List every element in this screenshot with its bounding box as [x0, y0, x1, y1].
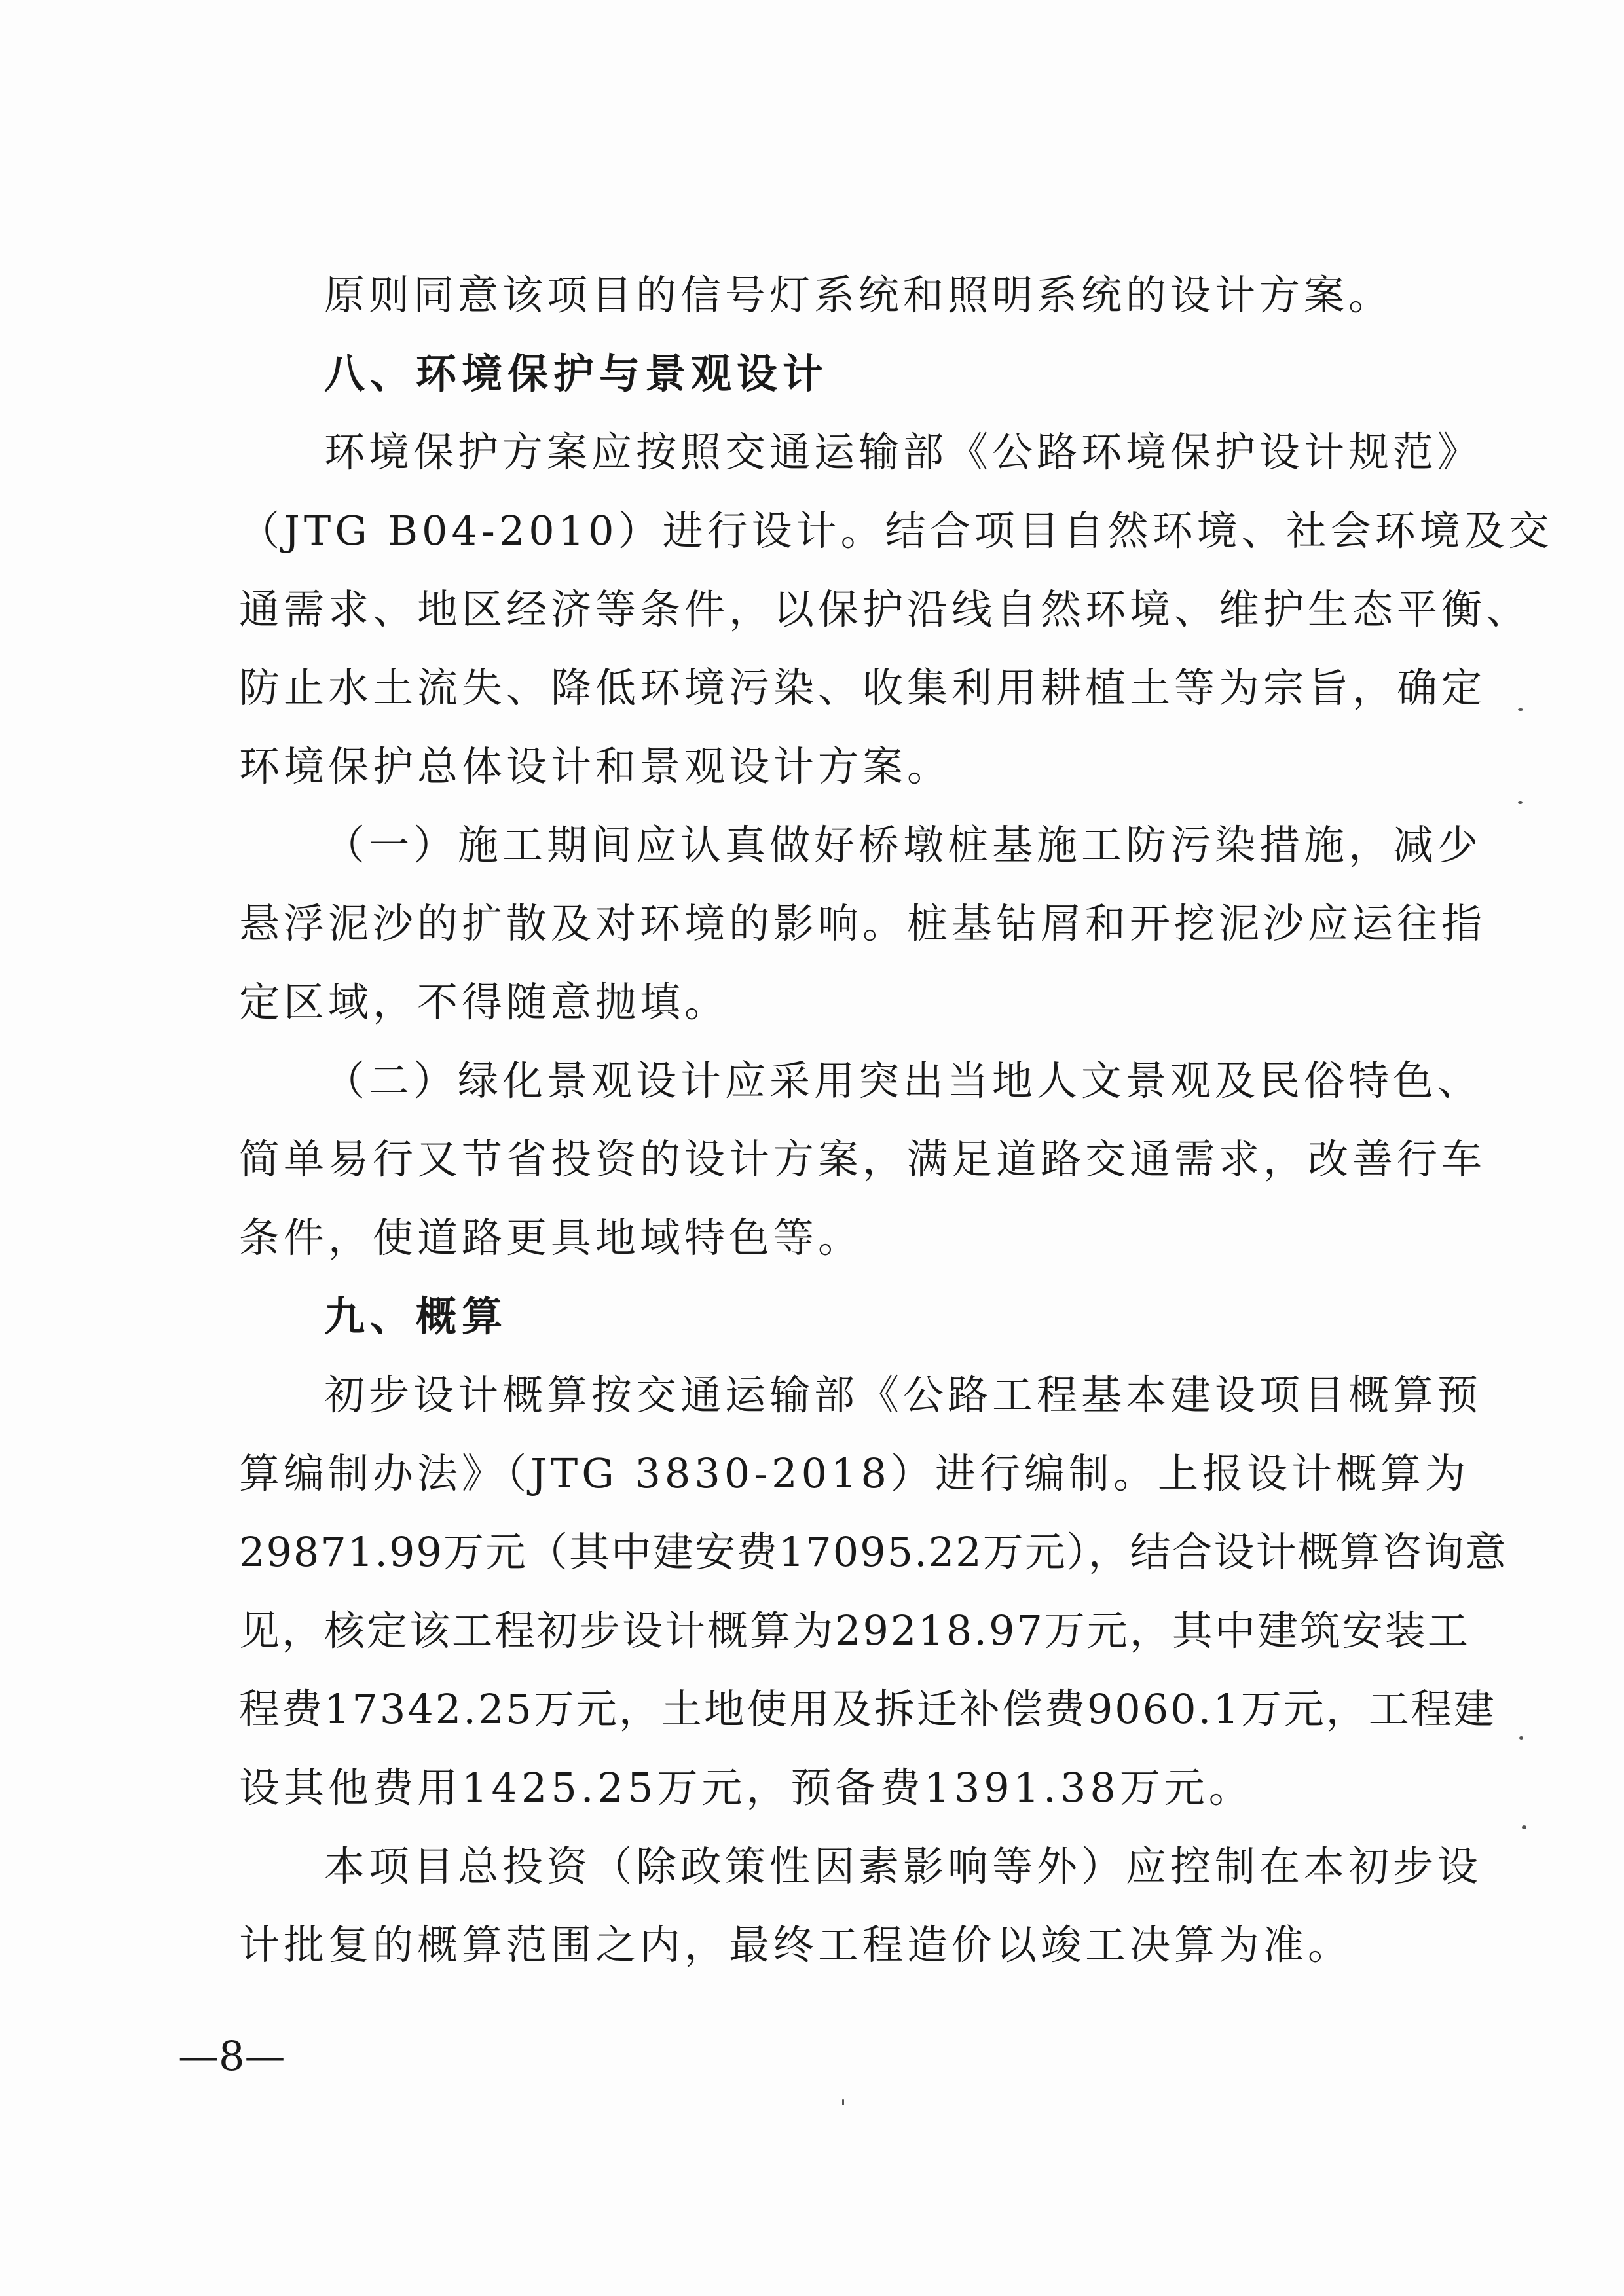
paragraph-line: 设其他费用1425.25万元，预备费1391.38万元。 [239, 1764, 1253, 1812]
page-number: —8— [178, 2032, 286, 2080]
paragraph-line: （JTG B04-2010）进行设计。结合项目自然环境、社会环境及交 [239, 507, 1553, 555]
paragraph-line: 环境保护方案应按照交通运输部《公路环境保护设计规范》 [324, 428, 1483, 476]
scan-speck [1522, 1825, 1526, 1829]
paragraph-line: 定区域，不得随意抛填。 [239, 978, 729, 1026]
paragraph-line: 悬浮泥沙的扩散及对环境的影响。桩基钻屑和开挖泥沙应运往指 [239, 900, 1486, 947]
section-heading-budget: 九、概算 [324, 1292, 508, 1340]
paragraph-line: 防止水土流失、降低环境污染、收集利用耕植土等为宗旨，确定 [239, 664, 1486, 712]
paragraph-line: 简单易行又节省投资的设计方案，满足道路交通需求，改善行车 [239, 1135, 1486, 1183]
paragraph-line: 通需求、地区经济等条件，以保护沿线自然环境、维护生态平衡、 [239, 585, 1531, 633]
paragraph-line: 本项目总投资（除政策性因素影响等外）应控制在本初步设 [324, 1842, 1483, 1890]
paragraph-line: 程费17342.25万元，土地使用及拆迁补偿费9060.1万元，工程建 [239, 1685, 1496, 1733]
paragraph-line: （一）施工期间应认真做好桥墩桩基施工防污染措施，减少 [324, 821, 1483, 869]
section-heading-environment: 八、环境保护与景观设计 [324, 350, 829, 397]
paragraph-line: 条件，使道路更具地域特色等。 [239, 1214, 863, 1262]
paragraph-line: 初步设计概算按交通运输部《公路工程基本建设项目概算预 [324, 1371, 1483, 1419]
paragraph-line: 原则同意该项目的信号灯系统和照明系统的设计方案。 [324, 271, 1393, 319]
paragraph-line: 计批复的概算范围之内，最终工程造价以竣工决算为准。 [239, 1921, 1353, 1969]
paragraph-line: 算编制办法》（JTG 3830-2018）进行编制。上报设计概算为 [239, 1449, 1469, 1497]
paragraph-line: （二）绿化景观设计应采用突出当地人文景观及民俗特色、 [324, 1057, 1483, 1104]
scan-speck [1518, 801, 1522, 804]
paragraph-line: 29871.99万元（其中建安费17095.22万元），结合设计概算咨询意 [239, 1528, 1507, 1576]
paragraph-line: 环境保护总体设计和景观设计方案。 [239, 742, 952, 790]
scan-speck [1518, 708, 1523, 711]
scan-speck [1519, 1736, 1523, 1740]
scan-speck [842, 2099, 844, 2105]
paragraph-line: 见，核定该工程初步设计概算为29218.97万元，其中建筑安装工 [239, 1607, 1470, 1654]
